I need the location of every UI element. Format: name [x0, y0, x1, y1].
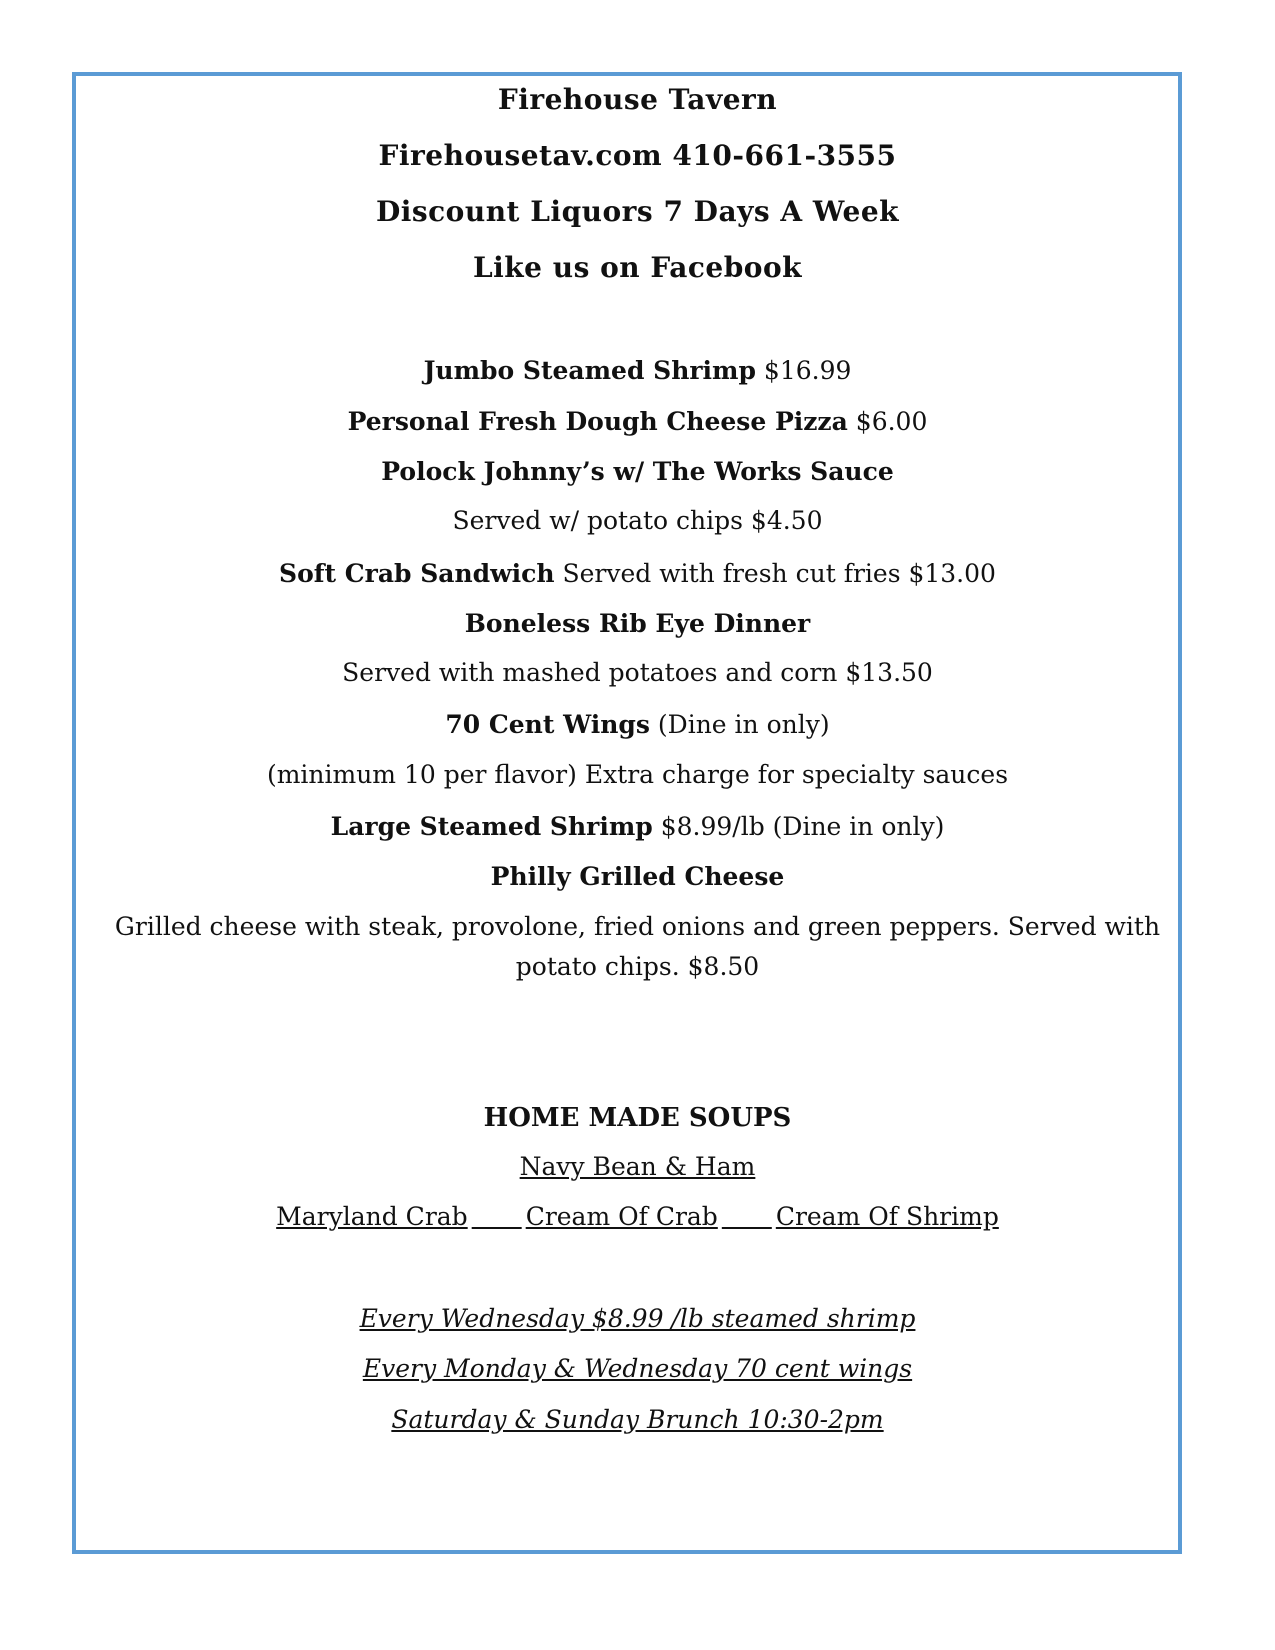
menu-item-rib-eye-detail: Served with mashed potatoes and corn $13.50 [342, 658, 933, 687]
menu-item-philly-name: Philly Grilled Cheese [490, 862, 785, 891]
item-price: $16.99 [755, 356, 852, 385]
menu-item-jumbo-shrimp [0, 357, 1275, 386]
item-name: Personal Fresh Dough Cheese Pizza [347, 407, 848, 436]
menu-item-polock-johnnys-detail: Served w/ potato chips $4.50 [452, 506, 823, 535]
special-wings: Every Monday & Wednesday 70 cent wings [362, 1354, 913, 1383]
menu-item-rib-eye-name: Boneless Rib Eye Dinner [464, 609, 811, 638]
menu-item-wings-note: (minimum 10 per flavor) Extra charge for specialty sauces [266, 760, 1009, 789]
item-name: Jumbo Steamed Shrimp [423, 356, 756, 385]
soup-row [0, 1203, 1275, 1232]
item-price: $6.00 [847, 407, 928, 436]
contact-line: Firehousetav.com 410-661-3555 [378, 139, 897, 172]
soup-cream-of-shrimp: Cream Of Shrimp [775, 1202, 999, 1231]
special-wednesday-shrimp: Every Wednesday $8.99 /lb steamed shrimp [359, 1304, 916, 1333]
menu-item-soft-crab [0, 560, 1275, 589]
item-detail: (Dine in only) [649, 710, 830, 739]
tagline: Discount Liquors 7 Days A Week [375, 195, 900, 228]
soups-heading: HOME MADE SOUPS [483, 1103, 792, 1133]
restaurant-name: Firehouse Tavern [497, 83, 778, 116]
item-name: Large Steamed Shrimp [330, 812, 653, 841]
soup-navy-bean: Navy Bean & Ham [519, 1152, 756, 1181]
item-detail: $8.99/lb (Dine in only) [652, 812, 945, 841]
menu-item-polock-johnnys-name: Polock Johnny’s w/ The Works Sauce [381, 457, 894, 486]
soup-cream-of-crab: Cream Of Crab [525, 1202, 718, 1231]
social-line: Like us on Facebook [472, 251, 803, 284]
item-detail: Served with fresh cut fries $13.00 [554, 559, 996, 588]
item-name: Soft Crab Sandwich [279, 559, 555, 588]
soup-maryland-crab: Maryland Crab [276, 1202, 468, 1231]
menu-item-cheese-pizza [0, 408, 1275, 437]
soup-gap [468, 1203, 526, 1232]
special-brunch: Saturday & Sunday Brunch 10:30-2pm [391, 1405, 884, 1434]
menu-item-large-shrimp [0, 813, 1275, 842]
soup-gap [718, 1203, 776, 1232]
menu-item-wings [0, 711, 1275, 740]
menu-item-philly-detail: Grilled cheese with steak, provolone, fried onions and green peppers. Served with potato chips. $8.50 [114, 912, 1161, 981]
item-name: 70 Cent Wings [445, 710, 650, 739]
